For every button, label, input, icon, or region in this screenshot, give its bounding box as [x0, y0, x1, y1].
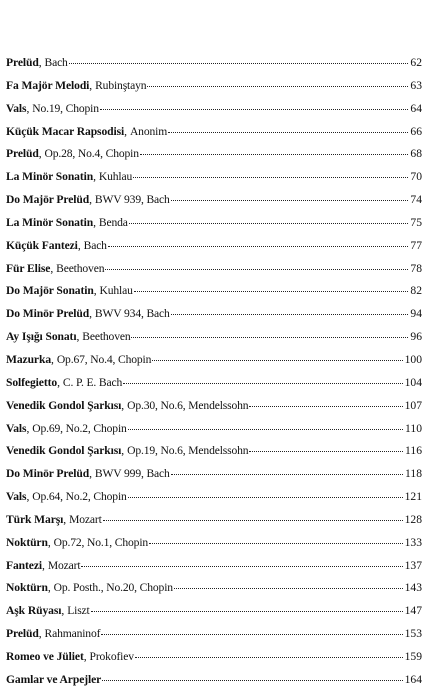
- toc-entry: [6, 376, 422, 399]
- toc-entry-detail: Bach: [83, 238, 107, 252]
- toc-entry-detail: Beethoven: [82, 330, 131, 344]
- toc-entry-page-number: 110: [405, 421, 422, 435]
- toc-entry-separator: ,: [93, 215, 99, 229]
- toc-entry-title: Venedik Gondol Şarkısı: [6, 398, 122, 412]
- toc-entry: [6, 284, 422, 307]
- toc-entry-page-number: 66: [410, 124, 422, 138]
- toc-entry-detail: Op.72, No.1, Chopin: [53, 535, 149, 549]
- toc-entry-separator: ,: [93, 170, 99, 184]
- toc-entry-title: Aşk Rüyası: [6, 604, 62, 618]
- toc-entry-page-number: 82: [410, 284, 422, 298]
- dot-leader: [249, 451, 403, 452]
- toc-entry-separator: ,: [83, 649, 90, 663]
- toc-entry-detail: No.19, Chopin: [32, 101, 99, 115]
- toc-entry-page-number: 74: [410, 193, 422, 207]
- toc-entry-title: Do Minör Prelüd: [6, 307, 90, 321]
- toc-entry-detail: Op.69, No.2, Chopin: [32, 421, 127, 435]
- toc-entry-detail: Prokofiev: [89, 649, 134, 663]
- toc-entry-separator: ,: [38, 56, 45, 69]
- toc-entry: [6, 627, 422, 650]
- toc-entry-page-number: 159: [404, 649, 422, 663]
- toc-entry-detail: Liszt: [67, 604, 90, 618]
- toc-entry: [6, 673, 422, 696]
- toc-entry: [6, 216, 422, 239]
- toc-entry: [6, 79, 422, 102]
- dot-leader: [149, 543, 403, 544]
- toc-entry-page-number: 133: [404, 535, 422, 549]
- toc-entry-title: Solfegietto: [6, 375, 58, 389]
- toc-entry-detail: Op.64, No.2, Chopin: [32, 490, 127, 504]
- toc-entry-separator: ,: [89, 193, 95, 207]
- toc-entry-detail: Op.19, No.6, Mendelssohn: [127, 444, 249, 458]
- toc-entry-separator: ,: [38, 627, 45, 641]
- toc-entry-page-number: 94: [410, 307, 422, 321]
- toc-entry-title: Küçük Macar Rapsodisi: [6, 124, 125, 138]
- toc-entry-separator: ,: [26, 490, 33, 504]
- toc-entry: [6, 262, 422, 285]
- toc-entry-separator: ,: [89, 307, 95, 321]
- dot-leader: [171, 200, 409, 201]
- toc-entry-detail: Rahmaninof: [44, 627, 101, 641]
- dot-leader: [103, 520, 403, 521]
- toc-entry: [6, 513, 422, 536]
- toc-entry: [6, 170, 422, 193]
- toc-entry-separator: ,: [121, 444, 128, 458]
- toc-entry: [6, 125, 422, 148]
- toc-entry-title: Venedik Gondol Şarkısı: [6, 444, 122, 458]
- toc-entry: [6, 444, 422, 467]
- toc-entry: [6, 581, 422, 604]
- toc-entry-detail: Anonim: [129, 124, 168, 138]
- toc-entry-page-number: 107: [404, 398, 422, 412]
- toc-entry-detail: C. P. E. Bach: [62, 375, 123, 389]
- toc-entry: [6, 147, 422, 170]
- toc-entry: [6, 399, 422, 422]
- dot-leader: [140, 154, 409, 155]
- dot-leader: [249, 406, 402, 407]
- toc-entry-page-number: 116: [405, 444, 422, 458]
- toc-entry-detail: BWV 934, Bach: [94, 307, 170, 321]
- toc-entry-page-number: 147: [404, 604, 422, 618]
- toc-entry-separator: ,: [93, 284, 100, 298]
- toc-entry-title: Do Majör Sonatin: [6, 284, 94, 298]
- dot-leader: [100, 109, 409, 110]
- toc-entry-page-number: 96: [410, 330, 422, 344]
- toc-entry-page-number: 78: [410, 261, 422, 275]
- toc-entry-page-number: 118: [405, 467, 422, 481]
- toc-entry-page-number: 104: [404, 375, 422, 389]
- toc-entry-title: Noktürn: [6, 581, 48, 595]
- dot-leader: [174, 588, 403, 589]
- dot-leader: [128, 497, 403, 498]
- toc-entry: [6, 604, 422, 627]
- toc-entry-separator: ,: [77, 238, 84, 252]
- toc-entry-title: Für Elise: [6, 261, 51, 275]
- toc-entry-separator: ,: [121, 398, 128, 412]
- toc-entry-page-number: 137: [404, 558, 422, 572]
- toc-entry: [6, 559, 422, 582]
- toc-entry-detail: Op. Posth., No.20, Chopin: [53, 581, 173, 595]
- toc-entry-title: Prelüd: [6, 147, 39, 161]
- toc-entry-title: Küçük Fantezi: [6, 238, 78, 252]
- dot-leader: [123, 383, 403, 384]
- toc-entry-separator: ,: [42, 558, 48, 572]
- toc-entry-title: Romeo ve Jüliet: [6, 649, 84, 663]
- toc-entry: [6, 490, 422, 513]
- toc-entry-title: Do Majör Prelüd: [6, 193, 90, 207]
- toc-entry-detail: Bach: [44, 56, 68, 69]
- toc-entry-separator: ,: [26, 421, 33, 435]
- toc-entry: [6, 102, 422, 125]
- toc-entry-detail: Kuhlau: [99, 284, 133, 298]
- toc-entry-title: Vals: [6, 490, 27, 504]
- dot-leader: [128, 429, 403, 430]
- toc-entry-detail: BWV 939, Bach: [94, 193, 170, 207]
- toc-entry-detail: Mozart: [69, 512, 102, 526]
- toc-entry: [6, 467, 422, 490]
- toc-entry: [6, 56, 422, 79]
- toc-entry-title: Gamlar ve Arpejler: [6, 672, 102, 686]
- toc-entry-title: Vals: [6, 101, 27, 115]
- toc-entry-title: Türk Marşı: [6, 512, 64, 526]
- toc-entry-page-number: 62: [410, 56, 422, 69]
- dot-leader: [135, 657, 403, 658]
- toc-entry-title: Fa Majör Melodi: [6, 78, 90, 92]
- toc-entry-separator: ,: [57, 375, 63, 389]
- dot-leader: [171, 314, 409, 315]
- dot-leader: [105, 269, 408, 270]
- toc-entry-title: Prelüd: [6, 627, 39, 641]
- toc-entry: [6, 422, 422, 445]
- toc-entry-page-number: 68: [410, 147, 422, 161]
- dot-leader: [129, 223, 409, 224]
- toc-entry-detail: Beethoven: [56, 261, 105, 275]
- dot-leader: [152, 360, 402, 361]
- toc-entry: [6, 650, 422, 673]
- toc-entry-detail: Op.67, No.4, Chopin: [56, 352, 152, 366]
- dot-leader: [91, 611, 403, 612]
- toc-entry-separator: ,: [47, 581, 54, 595]
- toc-entry: [6, 193, 422, 216]
- toc-entry-title: La Minör Sonatin: [6, 170, 94, 184]
- toc-entry-page-number: 77: [410, 238, 422, 252]
- toc-entry-title: Noktürn: [6, 535, 48, 549]
- toc-entry-separator: ,: [51, 352, 57, 366]
- toc-entry-page-number: 70: [410, 170, 422, 184]
- dot-leader: [134, 291, 409, 292]
- toc-entry-detail: Kuhlau: [98, 170, 133, 184]
- toc-entry-page-number: 128: [404, 512, 422, 526]
- toc-entry-page-number: 63: [410, 78, 422, 92]
- toc-entry-separator: ,: [50, 261, 57, 275]
- toc-entry-separator: ,: [124, 124, 130, 138]
- toc-entry: [6, 536, 422, 559]
- dot-leader: [81, 566, 402, 567]
- toc-entry-title: Vals: [6, 421, 27, 435]
- toc-entry-title: Prelüd: [6, 56, 39, 69]
- toc-entry-detail: Op.28, No.4, Chopin: [44, 147, 139, 161]
- dot-leader: [102, 680, 402, 681]
- toc-entry: [6, 239, 422, 262]
- toc-entry-page-number: 75: [410, 215, 422, 229]
- toc-entry-title: Mazurka: [6, 352, 52, 366]
- toc-entry-separator: ,: [89, 78, 96, 92]
- toc-entry: [6, 353, 422, 376]
- toc-entry-page-number: 64: [410, 101, 422, 115]
- dot-leader: [108, 246, 409, 247]
- toc-entry-separator: ,: [47, 535, 54, 549]
- toc-entry-detail: Benda: [98, 215, 128, 229]
- dot-leader: [168, 132, 408, 133]
- toc-entry-separator: ,: [38, 147, 45, 161]
- toc-entry-page-number: 100: [404, 352, 422, 366]
- toc-entry-detail: Rubinştayn: [95, 78, 147, 92]
- dot-leader: [101, 634, 402, 635]
- dot-leader: [171, 474, 403, 475]
- dot-leader: [133, 177, 408, 178]
- toc-entry-separator: ,: [61, 604, 68, 618]
- toc-entry: [6, 307, 422, 330]
- toc-entry-page-number: 164: [404, 672, 422, 686]
- toc-entry-page-number: 153: [404, 627, 422, 641]
- toc-entry-title: Do Minör Prelüd: [6, 467, 90, 481]
- toc-entry-detail: Mozart: [47, 558, 81, 572]
- dot-leader: [131, 337, 408, 338]
- toc-entry-page-number: 143: [404, 581, 422, 595]
- toc-entry-title: Fantezi: [6, 558, 43, 572]
- toc-entry-separator: ,: [89, 467, 95, 481]
- toc-entry-detail: BWV 999, Bach: [94, 467, 170, 481]
- toc-entry-title: Ay Işığı Sonatı: [6, 330, 77, 344]
- toc-entry: [6, 330, 422, 353]
- dot-leader: [147, 86, 408, 87]
- toc-entry-separator: ,: [63, 512, 70, 526]
- toc-entry-separator: ,: [76, 330, 83, 344]
- toc-entry-page-number: 121: [404, 490, 422, 504]
- toc-entry-title: La Minör Sonatin: [6, 215, 94, 229]
- dot-leader: [69, 63, 409, 64]
- toc-entry-detail: Op.30, No.6, Mendelssohn: [127, 398, 249, 412]
- toc-entry-separator: ,: [26, 101, 33, 115]
